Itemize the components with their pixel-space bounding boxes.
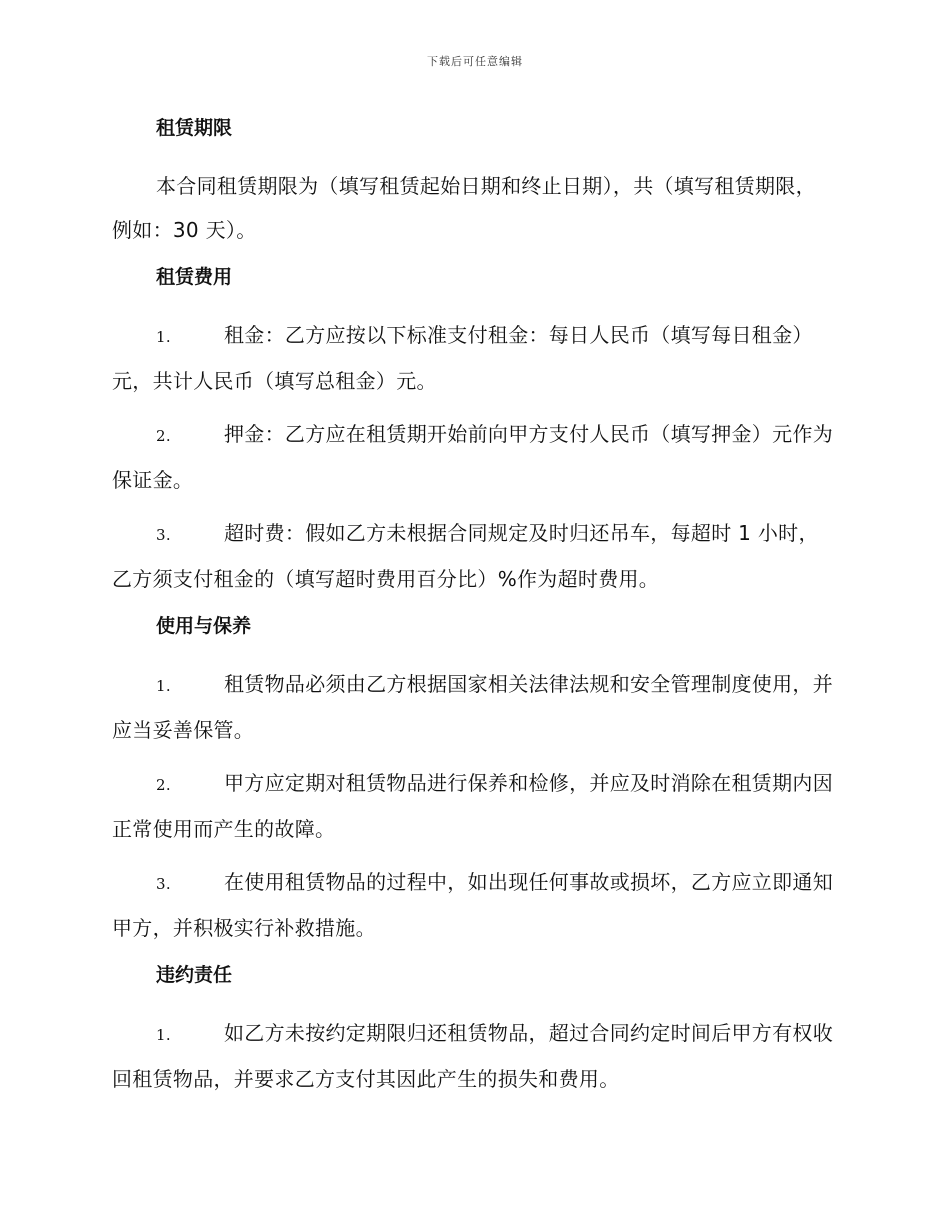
header-note: 下载后可任意编辑: [427, 55, 523, 68]
list-item: [112, 761, 834, 851]
item-number: 2.: [156, 427, 171, 445]
list-item: [112, 1011, 834, 1101]
section-heading-lease-fees: 租赁费用: [156, 266, 233, 288]
list-item: [112, 662, 834, 752]
item-text: 甲方应定期对租赁物品进行保养和检修，并应及时消除在租赁期内因正常使用而产生的故障。: [112, 771, 833, 841]
item-text: 租金：乙方应按以下标准支付租金：每日人民币（填写每日租金）元，共计人民币（填写总租金）元。: [112, 323, 813, 393]
item-text: 押金：乙方应在租赁期开始前向甲方支付人民币（填写押金）元作为保证金。: [112, 422, 833, 492]
paragraph: 本合同租赁期限为（填写租赁起始日期和终止日期），共（填写租赁期限，例如：30 天）。: [112, 174, 816, 242]
item-number: 1.: [156, 677, 171, 695]
section-heading-breach-liability: 违约责任: [156, 964, 233, 986]
item-number: 2.: [156, 776, 171, 794]
item-number: 3.: [156, 875, 171, 893]
section-heading-lease-term: 租赁期限: [156, 117, 233, 139]
list-item: [112, 313, 834, 403]
item-number: 1.: [156, 1026, 171, 1044]
item-text: 租赁物品必须由乙方根据国家相关法律法规和安全管理制度使用，并应当妥善保管。: [112, 672, 833, 742]
list-item: [112, 412, 834, 502]
list-item: [112, 511, 834, 601]
item-number: 3.: [156, 526, 171, 544]
list-item: [112, 860, 834, 950]
item-number: 1.: [156, 328, 171, 346]
section-heading-use-maintenance: 使用与保养: [156, 615, 252, 637]
item-text: 如乙方未按约定期限归还租赁物品，超过合同约定时间后甲方有权收回租赁物品，并要求乙方支付其因此产生的损失和费用。: [112, 1021, 833, 1091]
item-text: 在使用租赁物品的过程中，如出现任何事故或损坏，乙方应立即通知甲方，并积极实行补救措施。: [112, 870, 833, 940]
document-body: [112, 112, 834, 1110]
item-text: 超时费：假如乙方未根据合同规定及时归还吊车，每超时 1 小时，乙方须支付租金的（填写超时费用百分比）%作为超时费用。: [112, 521, 819, 591]
